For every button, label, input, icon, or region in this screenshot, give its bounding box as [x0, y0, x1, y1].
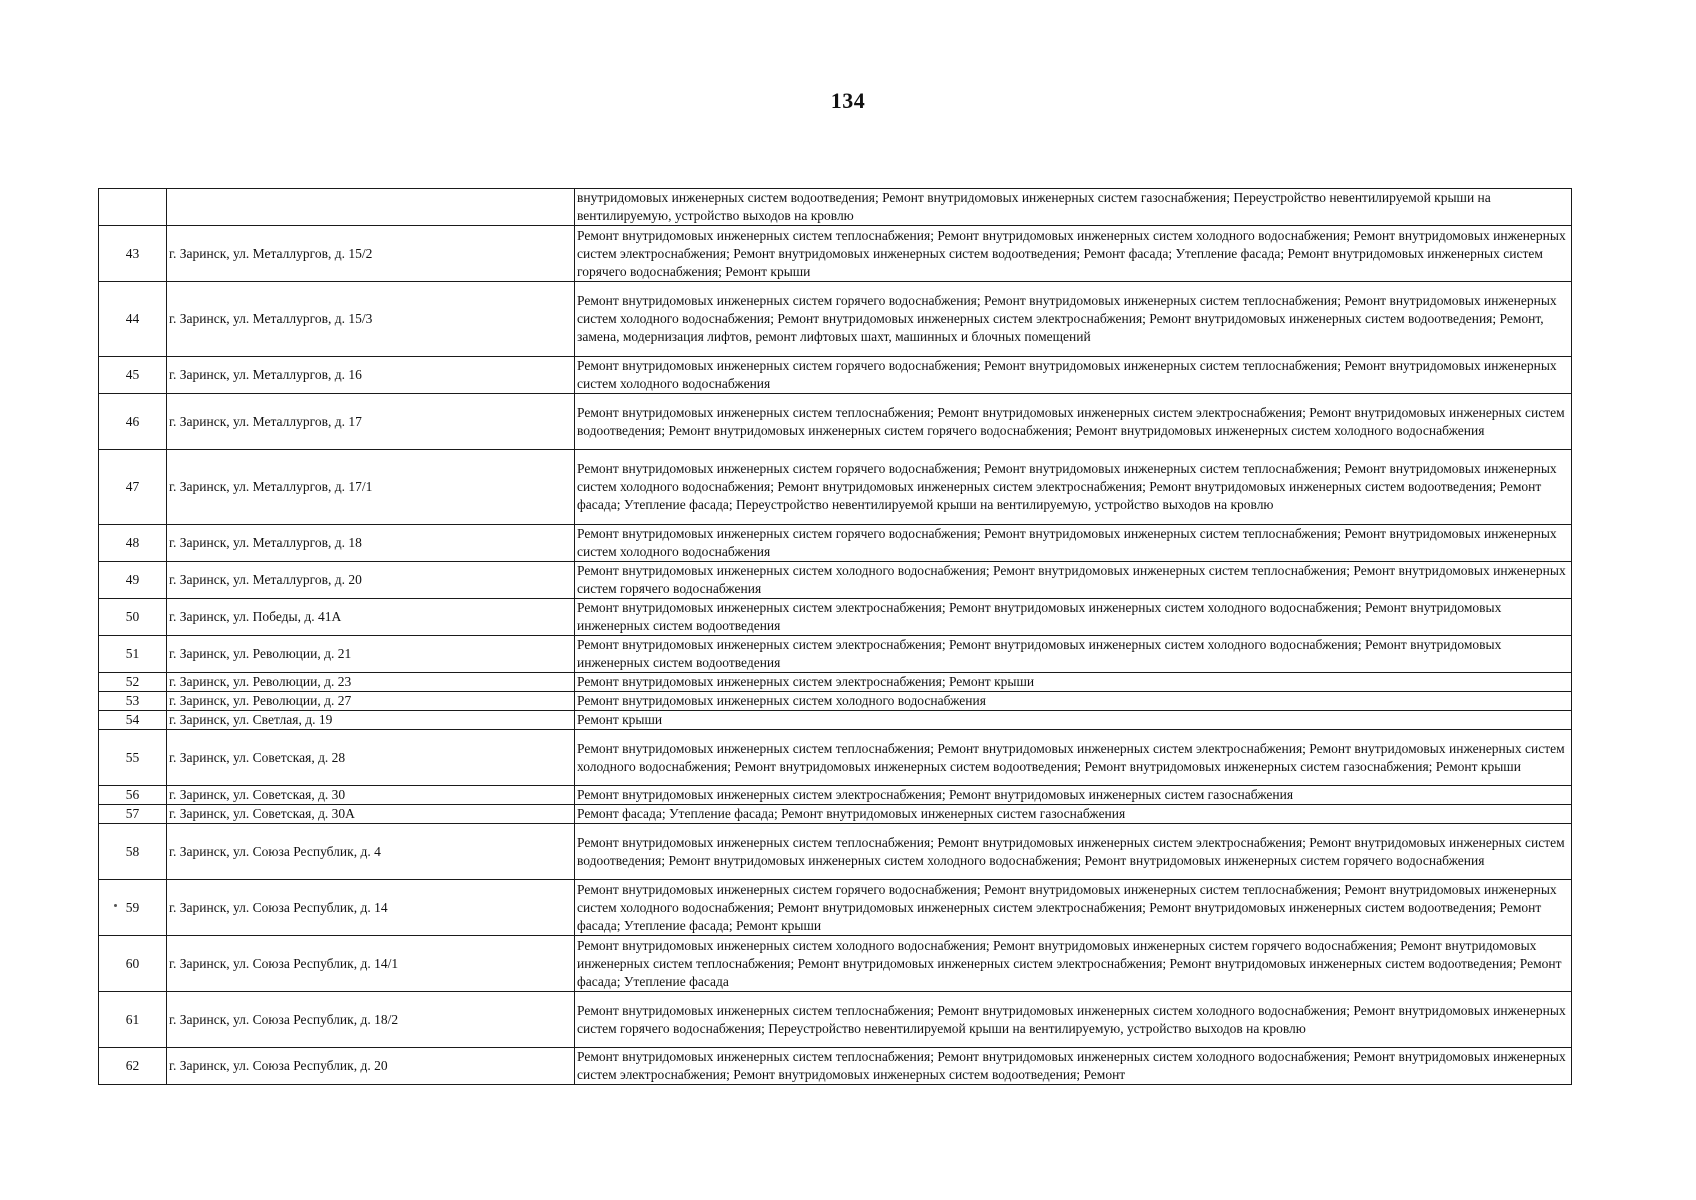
row-address: г. Заринск, ул. Союза Республик, д. 20 [167, 1048, 575, 1085]
row-works: Ремонт внутридомовых инженерных систем электроснабжения; Ремонт внутридомовых инженерных систем газоснабжения [575, 786, 1572, 805]
row-number: 46 [99, 394, 167, 450]
table-row [99, 730, 1572, 786]
row-number: 60 [99, 936, 167, 992]
row-works: Ремонт внутридомовых инженерных систем холодного водоснабжения [575, 692, 1572, 711]
row-number: 50 [99, 599, 167, 636]
table-row [99, 599, 1572, 636]
row-number: 43 [99, 226, 167, 282]
row-address: г. Заринск, ул. Революции, д. 23 [167, 673, 575, 692]
table-row [99, 282, 1572, 357]
row-works: Ремонт внутридомовых инженерных систем электроснабжения; Ремонт крыши [575, 673, 1572, 692]
row-address: г. Заринск, ул. Светлая, д. 19 [167, 711, 575, 730]
row-works: Ремонт внутридомовых инженерных систем теплоснабжения; Ремонт внутридомовых инженерных систем электроснабжения; Ремонт внутридомовых инженерных систем водоотведения; Ремонт внутридомовых инженерных систем холодного водоснабжения; Ремонт внутридомовых инженерных систем горячего водоснабжения [575, 824, 1572, 880]
table-row [99, 692, 1572, 711]
row-number [99, 189, 167, 226]
table-row [99, 525, 1572, 562]
table-row [99, 786, 1572, 805]
row-works: Ремонт внутридомовых инженерных систем горячего водоснабжения; Ремонт внутридомовых инженерных систем теплоснабжения; Ремонт внутридомовых инженерных систем холодного водоснабжения; Ремонт внутридомовых инженерных систем электроснабжения; Ремонт внутридомовых инженерных систем водоотведения; Ремонт, замена, модернизация лифтов, ремонт лифтовых шахт, машинных и блочных помещений [575, 282, 1572, 357]
row-works: Ремонт внутридомовых инженерных систем электроснабжения; Ремонт внутридомовых инженерных систем холодного водоснабжения; Ремонт внутридомовых инженерных систем водоотведения [575, 636, 1572, 673]
row-number: 47 [99, 450, 167, 525]
table-row [99, 936, 1572, 992]
row-works: Ремонт фасада; Утепление фасада; Ремонт внутридомовых инженерных систем газоснабжения [575, 805, 1572, 824]
row-address: г. Заринск, ул. Металлургов, д. 17/1 [167, 450, 575, 525]
row-works: Ремонт внутридомовых инженерных систем теплоснабжения; Ремонт внутридомовых инженерных систем холодного водоснабжения; Ремонт внутридомовых инженерных систем электроснабжения; Ремонт внутридомовых инженерных систем водоотведения; Ремонт [575, 1048, 1572, 1085]
table-row [99, 824, 1572, 880]
row-works: Ремонт внутридомовых инженерных систем горячего водоснабжения; Ремонт внутридомовых инженерных систем теплоснабжения; Ремонт внутридомовых инженерных систем холодного водоснабжения [575, 357, 1572, 394]
row-address: г. Заринск, ул. Союза Республик, д. 4 [167, 824, 575, 880]
row-address: г. Заринск, ул. Металлургов, д. 20 [167, 562, 575, 599]
repair-works-table [98, 188, 1572, 1085]
row-works: Ремонт внутридомовых инженерных систем холодного водоснабжения; Ремонт внутридомовых инженерных систем теплоснабжения; Ремонт внутридомовых инженерных систем горячего водоснабжения [575, 562, 1572, 599]
row-number: 52 [99, 673, 167, 692]
row-number: 55 [99, 730, 167, 786]
scan-speck [114, 904, 117, 907]
row-number: 61 [99, 992, 167, 1048]
row-address: г. Заринск, ул. Союза Республик, д. 14 [167, 880, 575, 936]
row-address: г. Заринск, ул. Металлургов, д. 15/2 [167, 226, 575, 282]
row-works: Ремонт внутридомовых инженерных систем горячего водоснабжения; Ремонт внутридомовых инженерных систем теплоснабжения; Ремонт внутридомовых инженерных систем холодного водоснабжения; Ремонт внутридомовых инженерных систем электроснабжения; Ремонт внутридомовых инженерных систем водоотведения; Ремонт фасада; Утепление фасада; Переустройство невентилируемой крыши на вентилируемую, устройство выходов на кровлю [575, 450, 1572, 525]
row-address: г. Заринск, ул. Победы, д. 41А [167, 599, 575, 636]
row-number: 53 [99, 692, 167, 711]
row-address: г. Заринск, ул. Металлургов, д. 18 [167, 525, 575, 562]
row-works: внутридомовых инженерных систем водоотведения; Ремонт внутридомовых инженерных систем газоснабжения; Переустройство невентилируемой крыши на вентилируемую, устройство выходов на кровлю [575, 189, 1572, 226]
row-address: г. Заринск, ул. Союза Республик, д. 14/1 [167, 936, 575, 992]
row-address: г. Заринск, ул. Советская, д. 30 [167, 786, 575, 805]
page-number: 134 [830, 88, 866, 113]
row-works: Ремонт крыши [575, 711, 1572, 730]
row-address [167, 189, 575, 226]
row-works: Ремонт внутридомовых инженерных систем теплоснабжения; Ремонт внутридомовых инженерных систем холодного водоснабжения; Ремонт внутридомовых инженерных систем горячего водоснабжения; Переустройство невентилируемой крыши на вентилируемую, устройство выходов на кровлю [575, 992, 1572, 1048]
table-row [99, 992, 1572, 1048]
row-works: Ремонт внутридомовых инженерных систем теплоснабжения; Ремонт внутридомовых инженерных систем холодного водоснабжения; Ремонт внутридомовых инженерных систем электроснабжения; Ремонт внутридомовых инженерных систем водоотведения; Ремонт фасада; Утепление фасада; Ремонт внутридомовых инженерных систем горячего водоснабжения; Ремонт крыши [575, 226, 1572, 282]
table-row [99, 805, 1572, 824]
row-number: 54 [99, 711, 167, 730]
row-address: г. Заринск, ул. Советская, д. 28 [167, 730, 575, 786]
table-row [99, 562, 1572, 599]
row-number: 62 [99, 1048, 167, 1085]
row-address: г. Заринск, ул. Металлургов, д. 15/3 [167, 282, 575, 357]
row-works: Ремонт внутридомовых инженерных систем горячего водоснабжения; Ремонт внутридомовых инженерных систем теплоснабжения; Ремонт внутридомовых инженерных систем холодного водоснабжения [575, 525, 1572, 562]
row-address: г. Заринск, ул. Металлургов, д. 16 [167, 357, 575, 394]
row-number: 59 [99, 880, 167, 936]
row-address: г. Заринск, ул. Советская, д. 30А [167, 805, 575, 824]
row-number: 56 [99, 786, 167, 805]
row-address: г. Заринск, ул. Союза Республик, д. 18/2 [167, 992, 575, 1048]
row-works: Ремонт внутридомовых инженерных систем теплоснабжения; Ремонт внутридомовых инженерных систем электроснабжения; Ремонт внутридомовых инженерных систем холодного водоснабжения; Ремонт внутридомовых инженерных систем водоотведения; Ремонт внутридомовых инженерных систем газоснабжения; Ремонт крыши [575, 730, 1572, 786]
table-row [99, 711, 1572, 730]
row-number: 58 [99, 824, 167, 880]
table-row [99, 1048, 1572, 1085]
table-row [99, 226, 1572, 282]
row-works: Ремонт внутридомовых инженерных систем холодного водоснабжения; Ремонт внутридомовых инженерных систем горячего водоснабжения; Ремонт внутридомовых инженерных систем теплоснабжения; Ремонт внутридомовых инженерных систем электроснабжения; Ремонт внутридомовых инженерных систем водоотведения; Ремонт фасада; Утепление фасада [575, 936, 1572, 992]
table-row [99, 357, 1572, 394]
row-number: 51 [99, 636, 167, 673]
row-address: г. Заринск, ул. Революции, д. 21 [167, 636, 575, 673]
table-row [99, 673, 1572, 692]
table-row [99, 450, 1572, 525]
table-row [99, 880, 1572, 936]
table-row [99, 394, 1572, 450]
row-address: г. Заринск, ул. Революции, д. 27 [167, 692, 575, 711]
row-number: 44 [99, 282, 167, 357]
row-works: Ремонт внутридомовых инженерных систем теплоснабжения; Ремонт внутридомовых инженерных систем электроснабжения; Ремонт внутридомовых инженерных систем водоотведения; Ремонт внутридомовых инженерных систем горячего водоснабжения; Ремонт внутридомовых инженерных систем холодного водоснабжения [575, 394, 1572, 450]
row-works: Ремонт внутридомовых инженерных систем горячего водоснабжения; Ремонт внутридомовых инженерных систем теплоснабжения; Ремонт внутридомовых инженерных систем холодного водоснабжения; Ремонт внутридомовых инженерных систем электроснабжения; Ремонт внутридомовых инженерных систем водоотведения; Ремонт фасада; Утепление фасада; Ремонт крыши [575, 880, 1572, 936]
table-row [99, 189, 1572, 226]
row-number: 57 [99, 805, 167, 824]
table-row [99, 636, 1572, 673]
row-number: 49 [99, 562, 167, 599]
row-works: Ремонт внутридомовых инженерных систем электроснабжения; Ремонт внутридомовых инженерных систем холодного водоснабжения; Ремонт внутридомовых инженерных систем водоотведения [575, 599, 1572, 636]
row-number: 45 [99, 357, 167, 394]
row-address: г. Заринск, ул. Металлургов, д. 17 [167, 394, 575, 450]
row-number: 48 [99, 525, 167, 562]
